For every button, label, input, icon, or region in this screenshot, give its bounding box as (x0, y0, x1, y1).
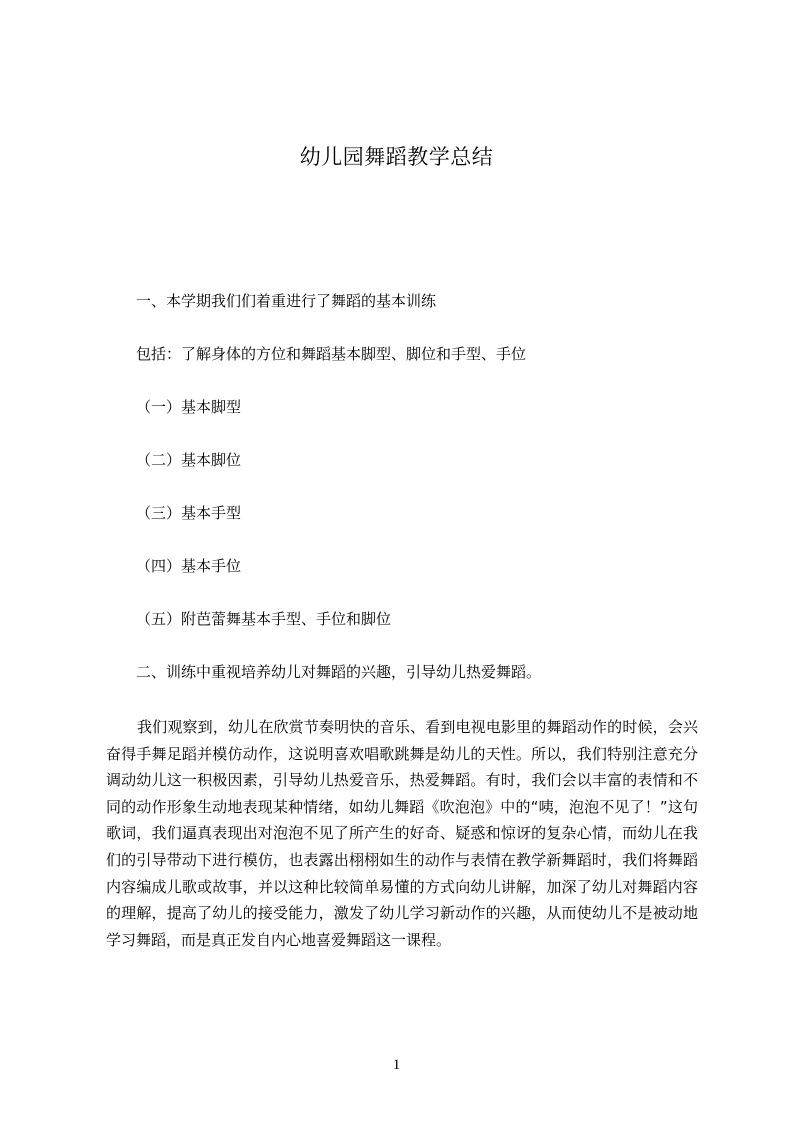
section1-intro: 包括：了解身体的方位和舞蹈基本脚型、脚位和手型、手位 (136, 345, 527, 363)
list-item: （一）基本脚型 (136, 398, 242, 416)
list-item: （三）基本手型 (136, 504, 242, 522)
list-item: （四）基本手位 (136, 557, 242, 575)
section2-paragraph: 我们观察到，幼儿在欣赏节奏明快的音乐、看到电视电影里的舞蹈动作的时候，会兴奋得手舞足蹈并模仿动作，这说明喜欢唱歌跳舞是幼儿的天性。所以，我们特别注意充分调动幼儿这一积极因素，引导幼儿热爱音乐，热爱舞蹈。有时，我们会以丰富的表情和不同的动作形象生动地表现某种情绪，如幼儿舞蹈《吹泡泡》中的“咦，泡泡不见了！”这句歌词，我们逼真表现出对泡泡不见了所产生的好奇、疑惑和惊讶的复杂心情，而幼儿在我们的引导带动下进行模仿，也表露出栩栩如生的动作与表情在教学新舞蹈时，我们将舞蹈内容编成儿歌或故事，并以这种比较简单易懂的方式向幼儿讲解，加深了幼儿对舞蹈内容的理解，提高了幼儿的接受能力，激发了幼儿学习新动作的兴趣，从而使幼儿不是被动地学习舞蹈，而是真正发自内心地喜爱舞蹈这一课程。 (106, 718, 698, 949)
section1-heading: 一、本学期我们们着重进行了舞蹈的基本训练 (136, 292, 437, 310)
list-item: （二）基本脚位 (136, 451, 242, 469)
section2-heading: 二、训练中重视培养幼儿对舞蹈的兴趣，引导幼儿热爱舞蹈。 (136, 663, 542, 681)
list-item: （五）附芭蕾舞基本手型、手位和脚位 (136, 610, 392, 628)
page-number: 1 (392, 1057, 401, 1073)
document-title: 幼儿园舞蹈教学总结 (299, 145, 494, 169)
